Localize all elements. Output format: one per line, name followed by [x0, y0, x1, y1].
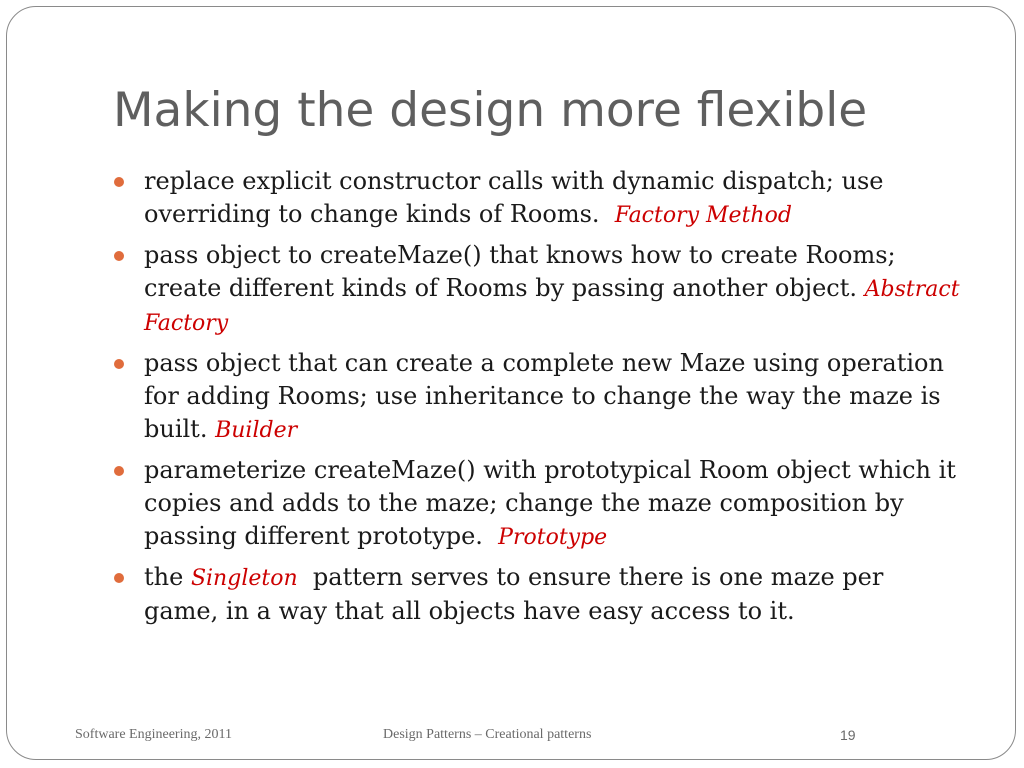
bullet-text: pass object to createMaze() that knows how to create Rooms; create different kinds of Rooms by passing another object.: [144, 241, 896, 302]
bullet-dot-icon: [114, 359, 124, 369]
pattern-name: Builder: [215, 418, 298, 443]
bullet-dot-icon: [114, 251, 124, 261]
page-number: 19: [840, 727, 856, 743]
bullet-text: replace explicit constructor calls with dynamic dispatch; use overriding to change kinds of Rooms.: [144, 167, 884, 228]
bullet-dot-icon: [114, 177, 124, 187]
bullet-dot-icon: [114, 466, 124, 476]
bullet-text: pass object that can create a complete new Maze using operation for adding Rooms; use inheritance to change the way the maze is built.: [144, 349, 944, 443]
bullet-text-after: pattern serves to ensure there is one maze per game, in a way that all objects have easy access to it.: [144, 563, 884, 625]
bullet-item-builder: [113, 347, 963, 447]
bullet-item-abstract-factory: [113, 239, 963, 340]
bullet-item-factory-method: [113, 165, 963, 232]
bullet-item-singleton: [113, 561, 963, 628]
footer-topic: Design Patterns – Creational patterns: [383, 727, 592, 742]
footer-course: Software Engineering, 2011: [75, 727, 232, 742]
bullet-dot-icon: [114, 573, 124, 583]
pattern-name: Factory Method: [614, 203, 792, 228]
bullet-text-before: the: [144, 563, 184, 591]
bullet-text: parameterize createMaze() with prototypical Room object which it copies and adds to the maze; change the maze composition by passing different prototype.: [144, 456, 956, 550]
bullet-item-prototype: [113, 454, 963, 554]
pattern-name: Abstract Factory: [144, 277, 960, 336]
bullet-list: [113, 165, 963, 635]
pattern-name: Prototype: [498, 525, 608, 550]
slide-title: Making the design more flexible: [113, 83, 868, 138]
pattern-name: Singleton: [190, 566, 298, 591]
